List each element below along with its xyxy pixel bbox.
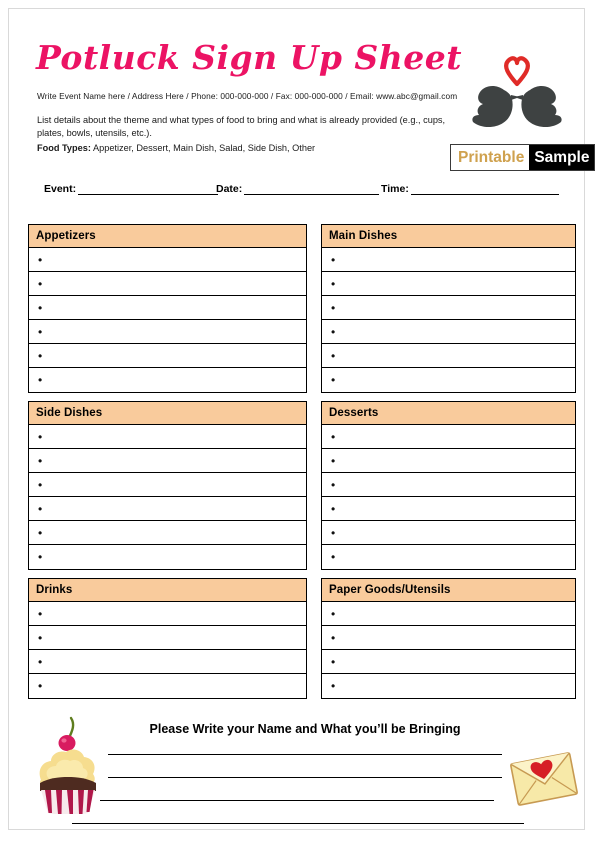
bullet-icon: •: [331, 525, 336, 540]
signup-row[interactable]: [322, 473, 575, 497]
bullet-icon: •: [38, 477, 43, 492]
signup-row[interactable]: [322, 425, 575, 449]
bullet-icon: •: [331, 453, 336, 468]
event-input-rule[interactable]: [78, 183, 218, 195]
bullet-icon: •: [331, 429, 336, 444]
section-paper-goods-utensils: [321, 578, 576, 699]
event-details-row: [44, 183, 564, 201]
bullet-icon: •: [38, 300, 43, 315]
signup-row[interactable]: [29, 368, 306, 392]
write-line-3[interactable]: [100, 800, 494, 801]
signup-row[interactable]: [322, 650, 575, 674]
event-field[interactable]: [44, 183, 218, 195]
page-title: Potluck Sign Up Sheet: [36, 38, 462, 77]
food-types-value: Appetizer, Dessert, Main Dish, Salad, Side Dish, Other: [90, 143, 316, 153]
section-rows: [321, 248, 576, 393]
section-rows: [321, 425, 576, 570]
bullet-icon: •: [331, 348, 336, 363]
bullet-icon: •: [38, 429, 43, 444]
signup-row[interactable]: [322, 449, 575, 473]
bullet-icon: •: [38, 501, 43, 516]
printable-sample-badge: [450, 144, 595, 171]
bullet-icon: •: [38, 679, 43, 693]
left-column: [28, 224, 307, 707]
bullet-icon: •: [38, 630, 43, 645]
signup-row[interactable]: [29, 272, 306, 296]
signup-row[interactable]: [322, 521, 575, 545]
signup-row[interactable]: [29, 650, 306, 674]
section-rows: [28, 248, 307, 393]
signup-row[interactable]: [29, 248, 306, 272]
badge-sample-text: Sample: [529, 145, 594, 170]
section-drinks: [28, 578, 307, 699]
bullet-icon: •: [331, 252, 336, 267]
bullet-icon: •: [331, 477, 336, 492]
contact-info-line: Write Event Name here / Address Here / Phone: 000-000-000 / Fax: 000-000-000 / Email: www.abc@gmail.com: [37, 91, 458, 101]
bullet-icon: •: [38, 252, 43, 267]
section-appetizers: [28, 224, 307, 393]
badge-printable-text: Printable: [458, 148, 525, 166]
signup-row[interactable]: [322, 320, 575, 344]
time-field[interactable]: [381, 183, 559, 195]
section-header: Side Dishes: [28, 401, 307, 425]
section-desserts: [321, 401, 576, 570]
bullet-icon: •: [38, 654, 43, 669]
section-main-dishes: [321, 224, 576, 393]
signup-row[interactable]: [29, 674, 306, 698]
footer-heading: Please Write your Name and What you’ll be Bringing: [149, 722, 461, 736]
signup-row[interactable]: [29, 473, 306, 497]
description-text: List details about the theme and what types of food to bring and what is already provided (e.g., cups, plates, bowls, utensils, etc.).: [37, 115, 446, 139]
write-line-4[interactable]: [72, 823, 524, 824]
bullet-icon: •: [38, 348, 43, 363]
bullet-icon: •: [331, 654, 336, 669]
bullet-icon: •: [331, 373, 336, 387]
signup-row[interactable]: [29, 425, 306, 449]
section-header: Main Dishes: [321, 224, 576, 248]
signup-row[interactable]: [29, 320, 306, 344]
cupcake-icon: [27, 714, 109, 814]
time-label: Time:: [381, 183, 409, 195]
section-rows: [28, 602, 307, 699]
bullet-icon: •: [331, 324, 336, 339]
signup-row[interactable]: [322, 272, 575, 296]
signup-row[interactable]: [322, 497, 575, 521]
bullet-icon: •: [38, 606, 43, 621]
two-birds-icon: [458, 54, 576, 136]
signup-row[interactable]: [322, 626, 575, 650]
section-header: Appetizers: [28, 224, 307, 248]
signup-row[interactable]: [29, 296, 306, 320]
bullet-icon: •: [331, 501, 336, 516]
bullet-icon: •: [38, 550, 43, 564]
signup-row[interactable]: [322, 545, 575, 569]
bullet-icon: •: [331, 606, 336, 621]
write-line-1[interactable]: [108, 754, 502, 755]
write-line-2[interactable]: [108, 777, 502, 778]
heart-outline-icon: [506, 58, 528, 84]
signup-row[interactable]: [29, 344, 306, 368]
envelope-heart-icon: [506, 748, 582, 810]
signup-row[interactable]: [322, 674, 575, 698]
section-header: Desserts: [321, 401, 576, 425]
signup-row[interactable]: [29, 449, 306, 473]
bullet-icon: •: [38, 324, 43, 339]
date-input-rule[interactable]: [244, 183, 379, 195]
bullet-icon: •: [38, 525, 43, 540]
bullet-icon: •: [331, 300, 336, 315]
signup-row[interactable]: [322, 248, 575, 272]
signup-row[interactable]: [322, 296, 575, 320]
signup-row[interactable]: [29, 497, 306, 521]
signup-row[interactable]: [322, 344, 575, 368]
bullet-icon: •: [331, 679, 336, 693]
date-label: Date:: [216, 183, 243, 195]
bullet-icon: •: [331, 630, 336, 645]
right-column: [321, 224, 576, 707]
signup-row[interactable]: [322, 368, 575, 392]
food-types-label: Food Types:: [37, 143, 91, 153]
food-types-line: [37, 143, 315, 153]
bullet-icon: •: [38, 276, 43, 291]
signup-row[interactable]: [29, 545, 306, 569]
signup-row[interactable]: [29, 626, 306, 650]
bullet-icon: •: [38, 373, 43, 387]
bullet-icon: •: [38, 453, 43, 468]
date-field[interactable]: [216, 183, 379, 195]
section-header: Paper Goods/Utensils: [321, 578, 576, 602]
section-rows: [321, 602, 576, 699]
section-header: Drinks: [28, 578, 307, 602]
signup-row[interactable]: [29, 602, 306, 626]
event-label: Event:: [44, 183, 77, 195]
signup-row[interactable]: [29, 521, 306, 545]
bullet-icon: •: [331, 276, 336, 291]
bullet-icon: •: [331, 550, 336, 564]
time-input-rule[interactable]: [411, 183, 559, 195]
section-rows: [28, 425, 307, 570]
signup-row[interactable]: [322, 602, 575, 626]
footer-signature-area: [0, 706, 601, 826]
section-side-dishes: [28, 401, 307, 570]
